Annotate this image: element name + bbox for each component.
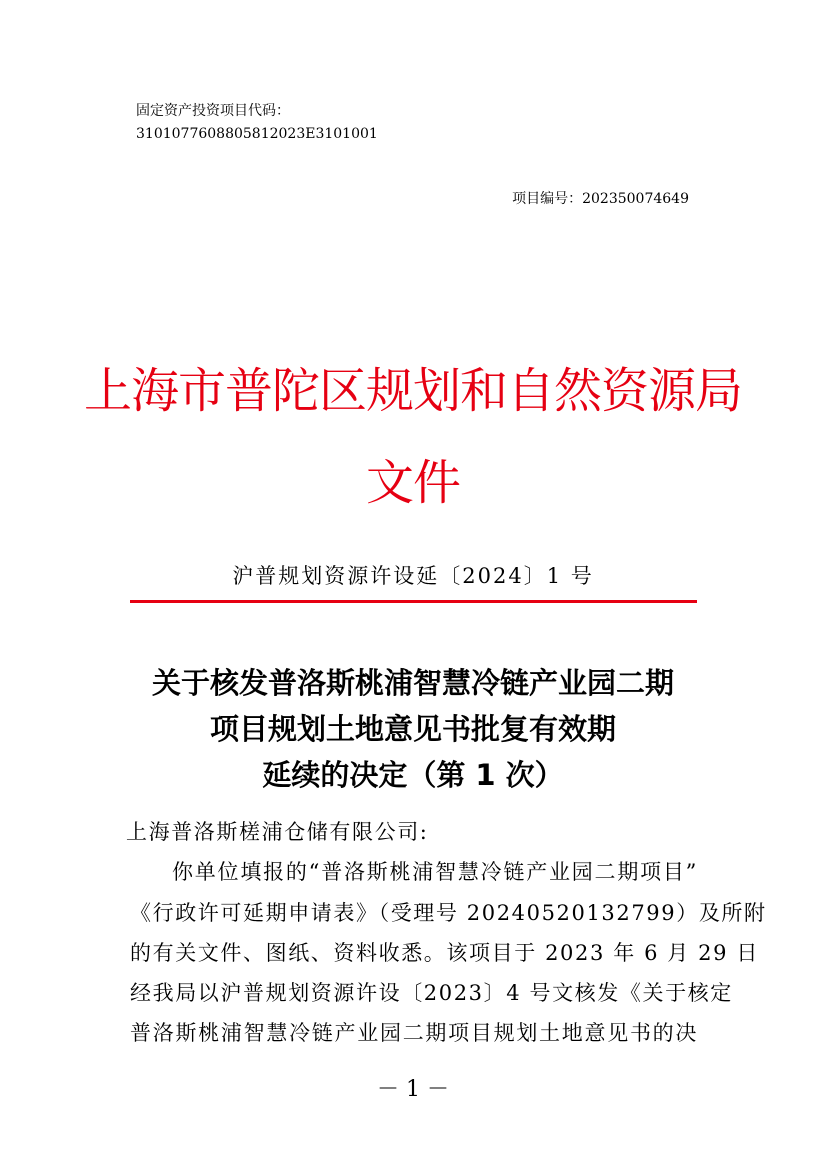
document-number: 沪普规划资源许设延〔2024〕1 号 [232,564,594,588]
investment-code: 3101077608805812023E3101001 [136,126,378,142]
subject-line-3: 延续的决定（第 1 次） [262,758,564,792]
org-title: 上海市普陀区规划和自然资源局 [83,363,742,419]
subject-line-2: 项目规划土地意见书批复有效期 [209,712,616,746]
body-line-1: 你单位填报的“普洛斯桃浦智慧冷链产业园二期项目” [172,860,698,884]
page-number-text: － 1 － [377,1077,449,1102]
subject-line-1: 关于核发普洛斯桃浦智慧冷链产业园二期 [151,666,674,700]
body-line-5: 普洛斯桃浦智慧冷链产业园二期项目规划土地意见书的决 [130,1021,698,1045]
body-line-2: 《行政许可延期申请表》（受理号 20240520132799）及所附 [130,901,767,925]
recipient: 上海普洛斯槎浦仓储有限公司: [126,820,429,844]
doc-type-title: 文件 [365,455,460,511]
body-line-4: 经我局以沪普规划资源许设〔2023〕4 号文核发《关于核定 [130,981,733,1005]
page-number [0,1072,826,1103]
project-number: 项目编号：202350074649 [512,191,689,207]
investment-code-label: 固定资产投资项目代码： [136,103,290,119]
body-line-3: 的有关文件、图纸、资料收悉。该项目于 2023 年 6 月 29 日 [130,941,759,965]
red-divider [130,600,697,603]
